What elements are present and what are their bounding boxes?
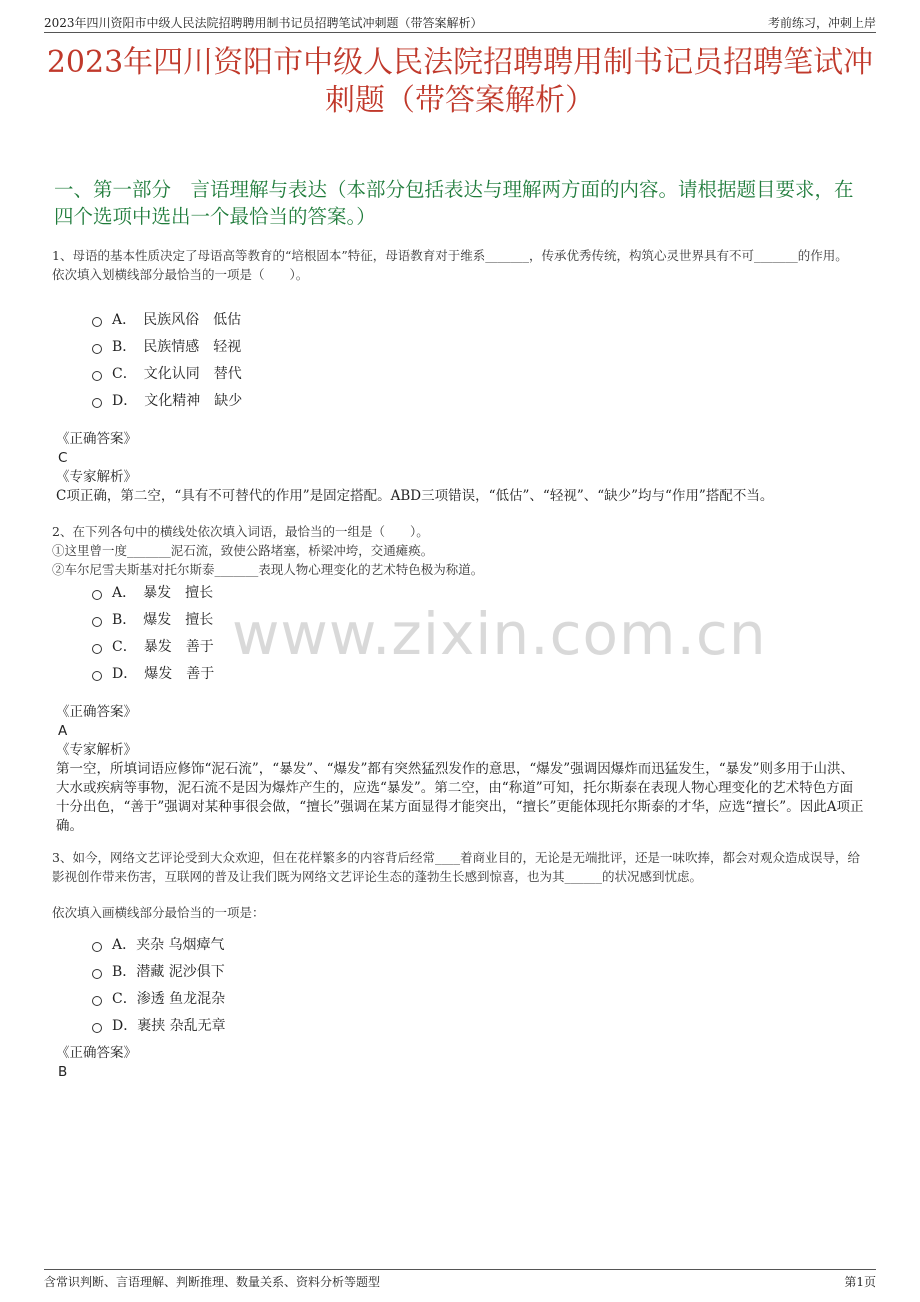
radio-icon[interactable]	[92, 996, 102, 1006]
radio-icon[interactable]	[92, 317, 102, 327]
question-2-line-2: ②车尔尼雪夫斯基对托尔斯泰_______表现人物心理变化的艺术特色极为称道。	[52, 562, 484, 577]
title-line-2: 刺题（带答案解析）	[325, 83, 595, 118]
answer-value: C	[58, 450, 68, 466]
radio-icon[interactable]	[92, 371, 102, 381]
question-3-options	[92, 930, 226, 1038]
radio-icon[interactable]	[92, 398, 102, 408]
question-2-answer	[56, 703, 866, 760]
question-3-answer	[56, 1044, 866, 1082]
answer-value: B	[58, 1064, 68, 1080]
question-2-options	[92, 578, 214, 686]
header-slogan: 考前练习，冲刺上岸	[767, 16, 876, 30]
question-3	[52, 848, 862, 922]
question-2-line-1: ①这里曾一度_______泥石流，致使公路堵塞，桥梁冲垮，交通瘫痪。	[52, 543, 434, 558]
watermark: www.zixin.com.cn	[232, 600, 767, 668]
option-a[interactable]	[92, 930, 226, 957]
page-header	[44, 12, 876, 33]
option-label: C． 文化认同 替代	[112, 365, 242, 382]
option-label: D． 爆发 善于	[112, 665, 215, 682]
option-label: B． 爆发 擅长	[112, 611, 214, 628]
answer-label: 《正确答案》	[56, 704, 137, 720]
radio-icon[interactable]	[92, 344, 102, 354]
radio-icon[interactable]	[92, 969, 102, 979]
header-doc-title: 2023年四川资阳市中级人民法院招聘聘用制书记员招聘笔试冲刺题（带答案解析）	[44, 16, 483, 30]
option-label: C． 暴发 善于	[112, 638, 214, 655]
option-a[interactable]	[92, 578, 214, 605]
question-2	[52, 522, 862, 579]
option-label: A． 暴发 擅长	[112, 584, 214, 601]
title-line-1: 2023年四川资阳市中级人民法院招聘聘用制书记员招聘笔试冲	[46, 45, 874, 80]
answer-label: 《正确答案》	[56, 431, 137, 447]
question-3-stem: 3、如今，网络文艺评论受到大众欢迎，但在花样繁多的内容背后经常____着商业目的，无论是无端批评，还是一味吹捧，都会对观众造成误导，给影视创作带来伤害，互联网的普及让我们既为网络文艺评论生态的蓬勃生长感到惊喜，也为其______的状况感到忧虑。	[52, 850, 860, 884]
question-2-stem: 2、在下列各句中的横线处依次填入词语，最恰当的一组是（ ）。	[52, 524, 429, 539]
question-1-options	[92, 305, 242, 413]
option-b[interactable]	[92, 605, 214, 632]
radio-icon[interactable]	[92, 644, 102, 654]
analysis-label: 《专家解析》	[56, 742, 137, 758]
radio-icon[interactable]	[92, 617, 102, 627]
option-label: B． 民族情感 轻视	[112, 338, 242, 355]
footer-note: 含常识判断、言语理解、判断推理、数量关系、资料分析等题型	[44, 1275, 381, 1289]
radio-icon[interactable]	[92, 590, 102, 600]
option-label: D． 文化精神 缺少	[112, 392, 243, 409]
question-1-stem: 1、母语的基本性质决定了母语高等教育的“培根固本”特征，母语教育对于维系_______，传承优秀传统，构筑心灵世界具有不可_______的作用。	[52, 248, 848, 263]
option-c[interactable]	[92, 632, 214, 659]
analysis-label: 《专家解析》	[56, 469, 137, 485]
question-1-prompt: 依次填入划横线部分最恰当的一项是（ ）。	[52, 267, 309, 282]
page-title	[40, 44, 880, 120]
question-1	[52, 246, 862, 284]
radio-icon[interactable]	[92, 942, 102, 952]
option-b[interactable]	[92, 332, 242, 359]
option-label: B．潜藏 泥沙俱下	[112, 963, 225, 980]
option-d[interactable]	[92, 659, 214, 686]
option-b[interactable]	[92, 957, 226, 984]
radio-icon[interactable]	[92, 671, 102, 681]
option-d[interactable]	[92, 1011, 226, 1038]
option-label: A． 民族风俗 低估	[112, 311, 242, 328]
question-1-analysis: C项正确，第二空，“具有不可替代的作用”是固定搭配。ABD三项错误，“低估”、“轻视”、“缺少”均与“作用”搭配不当。	[56, 488, 774, 504]
answer-value: A	[58, 723, 68, 739]
answer-label: 《正确答案》	[56, 1045, 137, 1061]
option-d[interactable]	[92, 386, 242, 413]
radio-icon[interactable]	[92, 1023, 102, 1033]
question-2-analysis: 第一空，所填词语应修饰“泥石流”，“暴发”、“爆发”都有突然猛烈发作的意思，“爆发”强调因爆炸而迅猛发生，“暴发”则多用于山洪、大水或疾病等事物，泥石流不是因为爆炸产生的，应选“暴发”。第二空，由“称道”可知，托尔斯泰在表现人物心理变化的艺术特色方面十分出色，“善于”强调对某种事很会做，“擅长”强调在某方面显得才能突出，“擅长”更能体现托尔斯泰的才华，应选“擅长”。因此A项正确。	[56, 761, 864, 834]
page-footer	[44, 1269, 876, 1289]
option-c[interactable]	[92, 359, 242, 386]
option-c[interactable]	[92, 984, 226, 1011]
option-label: C．渗透 鱼龙混杂	[112, 990, 226, 1007]
question-1-answer	[56, 430, 866, 487]
question-3-prompt: 依次填入画横线部分最恰当的一项是：	[52, 905, 265, 920]
option-label: A．夹杂 乌烟瘴气	[112, 936, 225, 953]
section-heading: 一、第一部分 言语理解与表达（本部分包括表达与理解两方面的内容。请根据题目要求，在四个选项中选出一个最恰当的答案。）	[54, 178, 854, 228]
option-a[interactable]	[92, 305, 242, 332]
page-number: 第1页	[844, 1275, 876, 1289]
option-label: D．裹挟 杂乱无章	[112, 1017, 226, 1034]
